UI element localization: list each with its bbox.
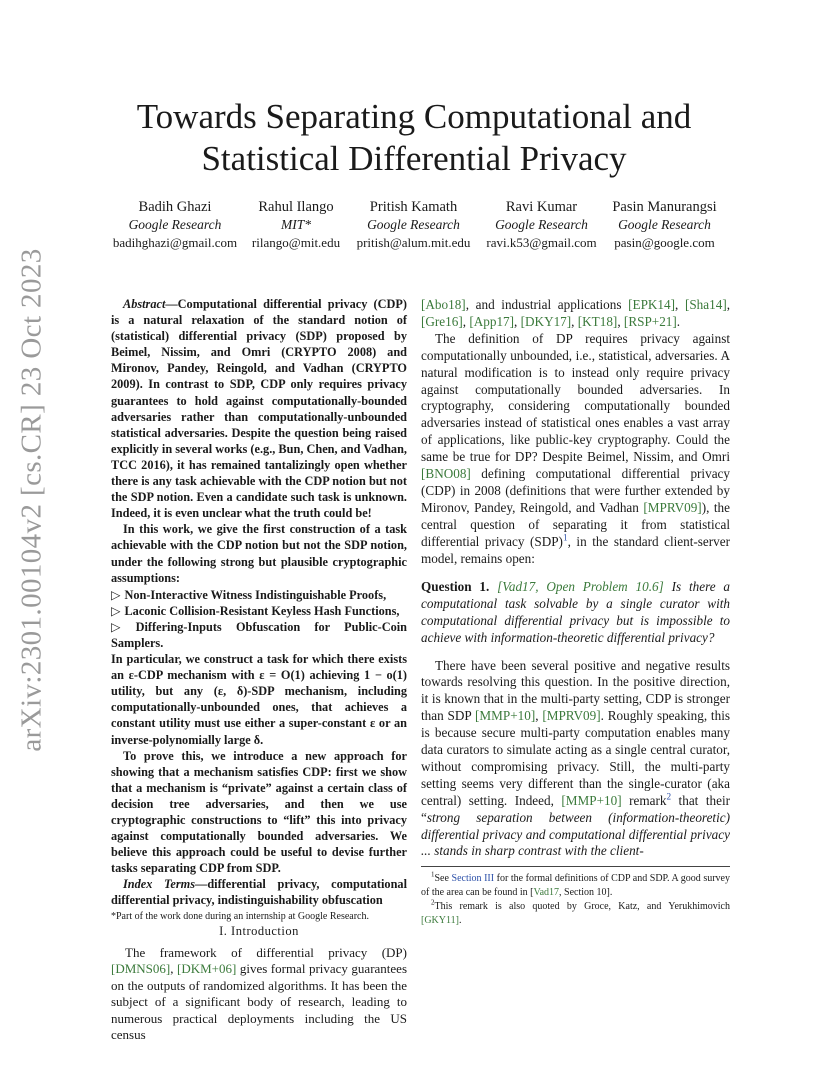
citation-link[interactable]: [GKY11] (421, 914, 459, 926)
footnote-2: $^2$This remark is also quoted by Groce, Katz, and Yerukhimovich [GKY11]. (421, 898, 730, 926)
triangle-bullet-icon: ▷ (111, 619, 132, 634)
author-email: badihghazi@gmail.com (112, 235, 238, 250)
abstract-paragraph: —Computational differential privacy (CDP) is a natural relaxation of the standard notion of (statistical) differential privacy (SDP) proposed by Beimel, Nissim, and Omri (CRYPTO 2008) and Mironov, Pandey, Reingold, and Vadhan (CRYPTO 2009). In contrast to SDP, CDP only requires privacy guarantees to hold against computationally-bounded adversaries rather than computationally-unbounded statistical adversaries. Despite the question being raised explicitly in several works (e.g., Bun, Chen, and Vadhan, TCC 2016), it has remained tantalizingly open whether there is any task achievable with the CDP notion but not the SDP notion. Even a candidate such task is unknown. Indeed, it is even unclear what the truth could be! (111, 297, 407, 521)
author-affiliation: Google Research (367, 217, 460, 232)
author-affiliation: Google Research (128, 217, 222, 232)
citation-link[interactable]: [MPRV09] (542, 708, 601, 724)
author-block (248, 198, 344, 252)
citation-link[interactable]: [BNO08] (421, 466, 471, 482)
intro-paragraph-continued: [Abo18], and industrial applications [EPK14], [Sha14], [Gre16], [App17], [DKY17], [KT18], [RSP+21]. (421, 297, 731, 329)
question-text: Is there a computational task solvable by a single curator with computational differential privacy but is impossible to achieve with information-theoretic differential privacy? (421, 578, 731, 645)
footnote-affiliation: *Part of the work done during an internship at Google Research. (111, 911, 369, 922)
citation-link[interactable]: [Abo18] (421, 297, 466, 312)
citation-link[interactable]: Vad17 (533, 886, 560, 898)
citation-link[interactable]: [DKY17] (520, 313, 572, 329)
citation-link[interactable]: [App17] (469, 313, 515, 329)
quoted-remark: strong separation between (information-theoretic) differential privacy and computational differential privacy ... stands in sharp contrast with the client- (421, 809, 730, 859)
citation-link[interactable]: [MMP+10] (475, 708, 536, 724)
question-block (421, 578, 730, 646)
citation-link[interactable]: [Vad17, Open Problem 10.6] (497, 578, 664, 594)
citation-link[interactable]: [DKM+06] (177, 961, 237, 977)
section-link[interactable]: Section III (451, 873, 495, 884)
author-email: ravi.k53@gmail.com (486, 235, 597, 250)
abstract (111, 296, 407, 909)
author-name: Pritish Kamath (369, 199, 458, 215)
author-affiliation: Google Research (618, 217, 711, 232)
citation-link[interactable]: [Sha14] (684, 297, 727, 312)
author-email: pritish@alum.mit.edu (356, 235, 471, 250)
title-line-2: Statistical Differential Privacy (201, 139, 627, 178)
footnotes (421, 866, 730, 928)
author-name: Pasin Manurangsi (612, 199, 717, 215)
author-block (607, 198, 722, 252)
abstract-paragraph: In this work, we give the first construction of a task achievable with the CDP notion but not the SDP notion, under the following strong but plausible cryptographic assumptions: (111, 522, 407, 585)
footnote-1: $^1$See Section III for the formal definitions of CDP and SDP. A good survey of the area can be found in [Vad17, Section 10]. (421, 870, 730, 898)
triangle-bullet-icon: ▷ (111, 587, 121, 602)
footnote-marker[interactable]: 2 (666, 791, 672, 802)
intro-paragraph: There have been several positive and negative results towards resolving this question. In the positive direction, it is known that in the multi-party setting, CDP is stronger than SDP [MMP+10], [MPRV09]. Roughly speaking, this is because secure multi-party computation enables many data curators to simulate acting as a single central curator, without compromising privacy. Still, the multi-party setting seems very different than the single-curator (aka central) setting. Indeed, [MMP+10] remark$^2$ that their “strong separation between (information-theoretic) differential privacy and computational differential privacy ... stands in sharp contrast with the client- (421, 657, 730, 859)
intro-paragraph: The definition of DP requires privacy against computationally unbounded, i.e., statistical, adversaries. A natural modification is to instead only require privacy against computationally bounded adversaries. In cryptography, considering computationally bounded adversaries instead of statistical ones enables a vast array of applications, like public-key cryptography. Could the same be true for DP? Despite Beimel, Nissim, and Omri [BNO08] defining computational differential privacy (CDP) in 2008 (definitions that were further extended by Mironov, Pandey, Reingold, and Vadhan [MPRV09]), the central question of separating it from statistical differential privacy (SDP)$^1$, in the standard client-server model, remains open: (421, 330, 730, 566)
right-column (421, 297, 730, 860)
author-block (353, 198, 474, 252)
citation-link[interactable]: [KT18] (577, 313, 618, 329)
abstract-paragraph: To prove this, we introduce a new approach for showing that a mechanism satisfies CDP: first we show that a mechanism is “private” against a certain class of decision tree adversaries, and then we use cryptographic constructions to “lift” this into privacy against computationally bounded adversaries. We believe this approach could be useful to devise further tasks separating CDP from SDP. (111, 748, 407, 876)
author-name: Ravi Kumar (505, 199, 578, 215)
paper-title (0, 96, 828, 180)
citation-link[interactable]: [EPK14] (628, 297, 676, 312)
citation-link[interactable]: [MPRV09] (643, 499, 702, 515)
citation-link[interactable]: [RSP+21] (623, 313, 677, 329)
assumption-list (111, 587, 407, 651)
citation-link[interactable]: [Gre16] (421, 313, 463, 329)
section-heading: I. Introduction (219, 923, 299, 938)
index-terms-label: Index Terms (123, 877, 196, 892)
assumption-item: ▷ Laconic Collision-Resistant Keyless Hash Functions, (111, 603, 400, 618)
author-email: rilango@mit.edu (251, 235, 341, 250)
author-email: pasin@google.com (614, 235, 715, 250)
author-name: Badih Ghazi (138, 199, 212, 215)
index-terms: —differential privacy, computational differential privacy, indistinguishability obfuscation (111, 877, 407, 908)
author-affiliation: Google Research (495, 217, 588, 232)
citation-link[interactable]: [MMP+10] (561, 792, 622, 808)
author-block (483, 198, 600, 252)
arxiv-identifier: arXiv:2301.00104v2 [cs.CR] 23 Oct 2023 (15, 248, 48, 752)
abstract-label: Abstract (123, 297, 166, 311)
citation-link[interactable]: [DMNS06] (111, 961, 171, 977)
abstract-paragraph: In particular, we construct a task for which there exists an ε-CDP mechanism with ε = O(1) achieving 1 − o(1) utility, but any (ε, δ)-SDP mechanism, including computationally-unbounded ones, that achieves a constant utility must use either a super-constant ε or an inverse-polynomially large δ. (111, 652, 407, 747)
assumption-item: ▷ Non-Interactive Witness Indistinguishable Proofs, (111, 587, 387, 602)
assumption-item: ▷ Differing-Inputs Obfuscation for Public-Coin Samplers. (111, 619, 407, 650)
left-column (111, 296, 407, 1043)
author-affiliation: MIT* (281, 217, 311, 232)
arxiv-stamp (14, 248, 50, 752)
triangle-bullet-icon: ▷ (111, 603, 121, 618)
author-name: Rahul Ilango (258, 199, 334, 215)
footnote-marker[interactable]: 1 (562, 532, 568, 543)
question-label: Question 1. (421, 578, 490, 594)
title-line-1: Towards Separating Computational and (136, 97, 692, 136)
intro-paragraph: The framework of differential privacy (DP) [DMNS06], [DKM+06] gives formal privacy guarantees on the outputs of randomized algorithms. It has been the subject of a significant body of research, leading to numerous practical deployments including the US census (111, 944, 408, 1042)
author-block (109, 198, 241, 252)
